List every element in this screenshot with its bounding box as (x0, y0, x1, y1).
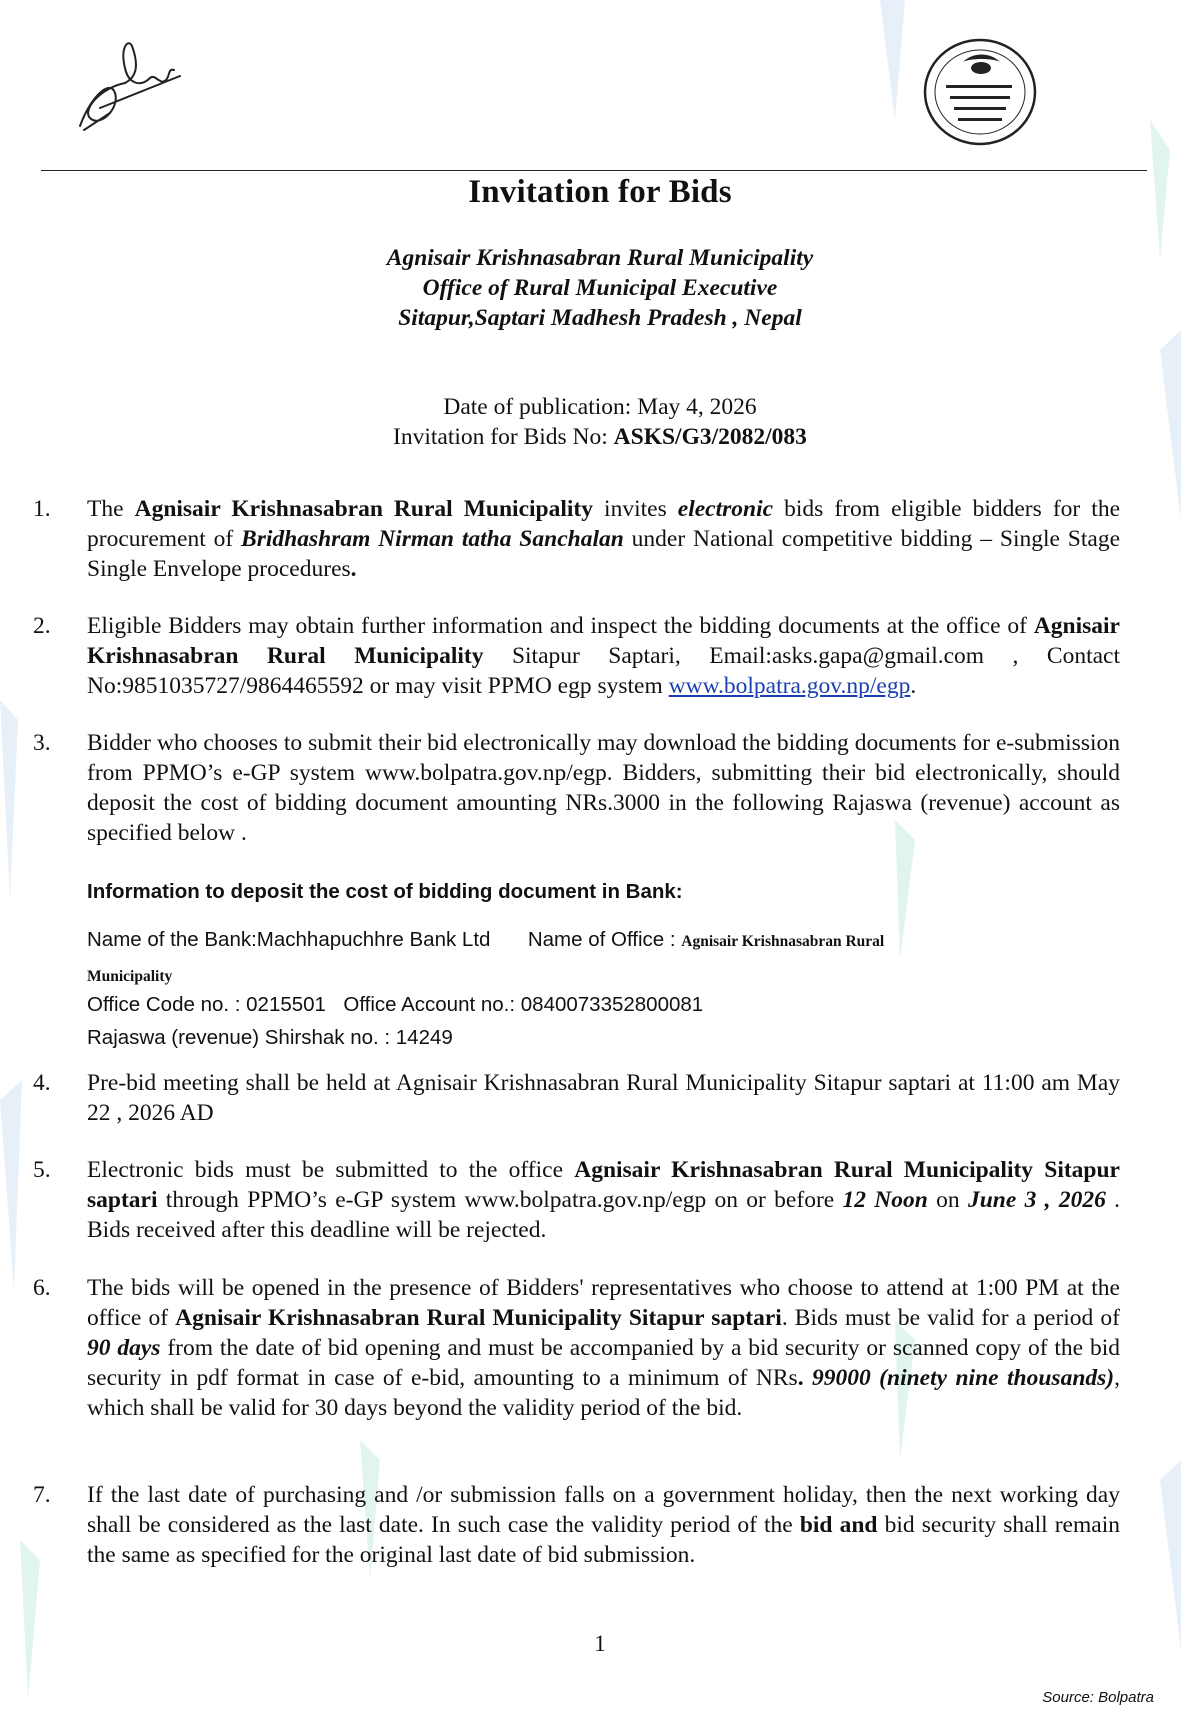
publication-date-label: Date of publication: (443, 394, 638, 420)
ifb-number-line (0, 422, 1181, 452)
bank-info-heading: Information to deposit the cost of bidding document in Bank: (87, 880, 683, 903)
text: through PPMO’s e-GP system www.bolpatra.gov.np/egp on or before (157, 1187, 843, 1213)
publication-info (0, 392, 1181, 452)
paragraph-1 (33, 494, 1120, 584)
paragraph-6 (33, 1273, 1120, 1423)
office-name-value: Agnisair Krishnasabran Rural (681, 933, 885, 950)
project-name: Bridhashram Nirman tatha Sanchalan (241, 526, 624, 552)
publication-date-line (0, 392, 1181, 422)
municipality-name: Agnisair Krishnasabran Rural Municipality (87, 613, 1120, 669)
paragraph-3 (33, 728, 1120, 848)
deadline-time: 12 Noon (842, 1187, 928, 1213)
paragraph-number: 6. (33, 1275, 51, 1301)
validity-period: 90 days (87, 1335, 161, 1361)
text: bids from eligible bidders for the procurement of (87, 496, 1120, 552)
source-credit: Source: Bolpatra (1042, 1689, 1154, 1706)
paragraph-2 (33, 611, 1120, 701)
office-code-line (87, 993, 703, 1017)
office-account-number: Office Account no.: 0840073352800081 (343, 993, 704, 1016)
text: bid security shall remain the same as specified for the original last date of bid submission. (87, 1512, 1120, 1568)
municipality-name: Agnisair Krishnasabran Rural Municipality (134, 496, 593, 522)
text: Pre-bid meeting shall be held at Agnisair Krishnasabran Rural Municipality Sitapur saptari at 11:00 am May 22 , 2026 AD (87, 1070, 1120, 1126)
text: . (350, 556, 357, 582)
bank-name: Name of the Bank:Machhapuchhre Bank Ltd (87, 928, 491, 951)
deadline-date: June 3 , 2026 (967, 1187, 1106, 1213)
text: . (910, 673, 917, 699)
office-code: Office Code no. : 0215501 (87, 993, 326, 1016)
text: bid and (799, 1512, 878, 1538)
paragraph-number: 2. (33, 613, 51, 639)
text: The (87, 496, 135, 522)
organization-block (0, 243, 1181, 333)
organization-name: Agnisair Krishnasabran Rural Municipality (386, 245, 814, 271)
bid-security-amount: 99000 (ninety nine thousands) (803, 1365, 1115, 1391)
municipality-name: Agnisair Krishnasabran Rural Municipality Sitapur saptari (175, 1305, 782, 1331)
signature (70, 38, 200, 138)
shirshak-line: Rajaswa (revenue) Shirshak no. : 14249 (87, 1026, 453, 1049)
paragraph-number: 7. (33, 1482, 51, 1508)
text: . Bids received after this deadline will be rejected. (87, 1187, 1121, 1243)
paragraph-number: 1. (33, 496, 51, 522)
publication-date-value: May 4, 2026 (637, 394, 757, 420)
text: on (927, 1187, 968, 1213)
text: If the last date of purchasing and /or submission falls on a government holiday, then the next working day shall be considered as the last date. In such case the validity period of the (87, 1482, 1120, 1538)
office-name-label: Name of Office : (527, 928, 682, 951)
text: Sitapur Saptari, Email:asks.gapa@gmail.com , Contact No:9851035727/9864465592 or may visit PPMO egp system (87, 643, 1120, 699)
text: under National competitive bidding – Single Stage Single Envelope procedures (87, 526, 1120, 582)
ifb-number-label: Invitation for Bids No: (393, 424, 614, 450)
organization-office: Office of Rural Municipal Executive (422, 275, 778, 301)
page-number: 1 (594, 1631, 606, 1656)
text: . (797, 1365, 804, 1391)
paragraph-7 (33, 1480, 1120, 1570)
text: Bidder who chooses to submit their bid electronically may download the bidding documents for e-submission from PPMO’s e-GP system www.bolpatra.gov.np/egp. Bidders, submitting their bid electronically, should deposit the cost of bidding document amounting NRs.3000 in the following Rajaswa (revenue) account as specified below . (87, 730, 1120, 846)
municipality-name: Agnisair Krishnasabran Rural Municipality Sitapur saptari (87, 1157, 1120, 1213)
document-title: Invitation for Bids (468, 174, 732, 210)
bolpatra-link[interactable]: www.bolpatra.gov.np/egp (668, 673, 911, 699)
paragraph-4 (33, 1068, 1120, 1128)
paragraph-number: 3. (33, 730, 51, 756)
office-name-continued: Municipality (87, 968, 173, 985)
ifb-number-value: ASKS/G3/2082/083 (613, 424, 807, 450)
bank-name-line (87, 928, 884, 952)
text: from the date of bid opening and must be accompanied by a bid security or scanned copy of the bid security in pdf format in case of e-bid, amounting to a minimum of NRs (87, 1335, 1120, 1391)
emphasis: electronic (677, 496, 774, 522)
official-seal (918, 30, 1043, 150)
office-name-continued-line (87, 964, 172, 987)
header-rule (41, 170, 1147, 171)
text: invites (593, 496, 678, 522)
paragraph-number: 4. (33, 1070, 51, 1096)
text: Eligible Bidders may obtain further information and inspect the bidding documents at the office of (87, 613, 1034, 639)
text: The bids will be opened in the presence of Bidders' representatives who choose to attend at 1:00 PM at the office of (87, 1275, 1120, 1331)
paragraph-5 (33, 1155, 1121, 1245)
paragraph-number: 5. (33, 1157, 51, 1183)
text: . Bids must be valid for a period of (781, 1305, 1120, 1331)
text: , which shall be valid for 30 days beyond the validity period of the bid. (87, 1365, 1120, 1421)
text: Electronic bids must be submitted to the office (87, 1157, 575, 1183)
organization-address: Sitapur,Saptari Madhesh Pradesh , Nepal (398, 305, 802, 331)
